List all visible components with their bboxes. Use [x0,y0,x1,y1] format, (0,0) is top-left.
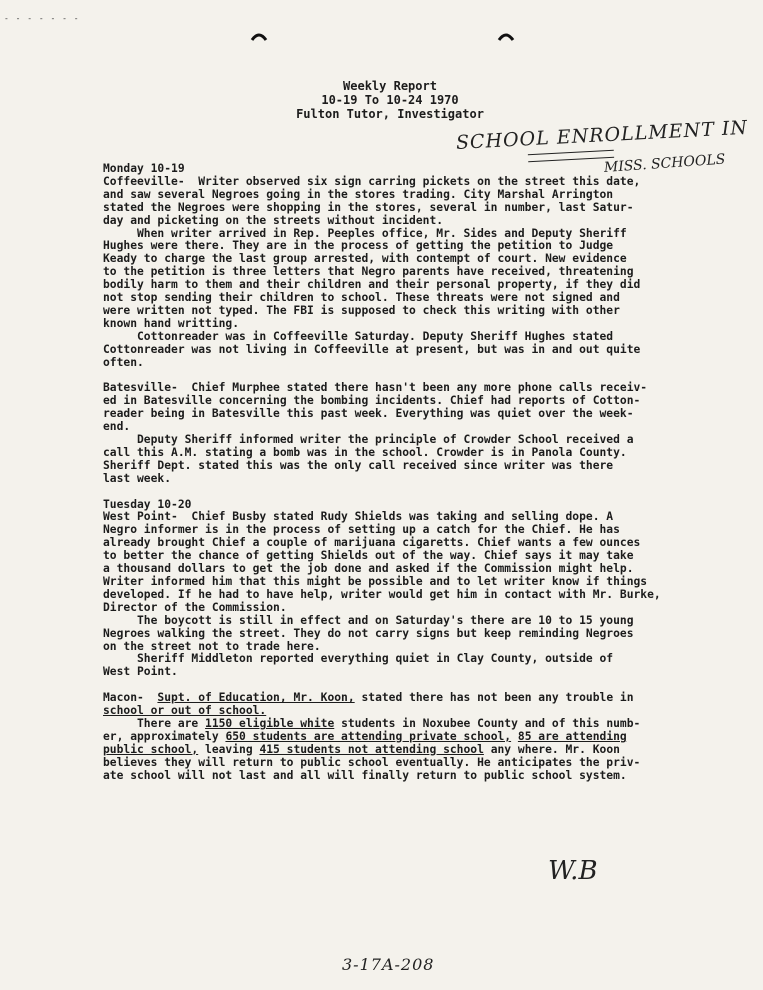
body-line: The boycott is still in effect and on Saturday's there are 10 to 15 young [103,613,634,627]
handwritten-underline [528,150,614,162]
body-line: on the street not to trade here. [103,639,321,653]
body-line: known hand writting. [103,316,240,330]
underlined-text: 650 students are attending private school, [225,729,512,743]
section-heading-tuesday: Tuesday 10-20 [103,497,192,511]
body-line: not stop sending their children to school. These threats were not signed and [103,291,620,305]
body-line: Sheriff Dept. stated this was the only call received since writer was there [103,458,614,472]
punch-hole-left-icon [250,30,268,42]
punch-hole-right-icon [497,30,515,42]
body-line: often. [103,355,144,369]
body-line: call this A.M. stating a bomb was in the school. Crowder is in Panola County. [103,445,627,459]
body-line [103,744,663,757]
body-line: Cottonreader was not living in Coffeeville at present, but was in and out quite [103,342,641,356]
report-title: Weekly Report [343,79,437,93]
top-left-mark: - - - - - - - [4,14,80,23]
body-line: to the petition is three letters that Negro parents have received, threatening [103,265,634,279]
body-line: stated the Negroes were shopping in the stores, several in number, last Satur- [103,200,634,214]
body-line: end. [103,420,131,434]
body-line: Negroes walking the street. They do not carry signs but keep reminding Negroes [103,626,634,640]
underlined-text: Supt. of Education, Mr. Koon, [157,691,355,705]
text-run [511,730,518,743]
text-run: leaving [198,742,260,756]
body-line: Director of the Commission. [103,600,287,614]
underlined-text: 1150 eligible white [205,716,335,730]
body-line: believes they will return to public school eventually. He anticipates the priv- [103,755,641,769]
body-line: Hughes were there. They are in the process of getting the petition to Judge [103,239,614,253]
report-body [103,163,663,782]
body-line: West Point- Chief Busby stated Rudy Shields was taking and selling dope. A [103,510,614,524]
body-line: already brought Chief a couple of marijuana cigaretts. Chief wants a few ounces [103,536,641,550]
body-line: reader being in Batesville this past week. Everything was quiet over the week- [103,407,634,421]
report-date-range: 10-19 To 10-24 1970 [321,93,459,107]
body-line: a thousand dollars to get the job done and asked if the Commission might help. [103,562,634,576]
body-line: Cottonreader was in Coffeeville Saturday. Deputy Sheriff Hughes stated [103,329,614,343]
body-line: Keady to charge the last group arrested, with contempt of court. New evidence [103,252,627,266]
underlined-text: 85 are attending [517,729,627,743]
text-run: any where. Mr. Koon [483,742,620,756]
body-line: Coffeeville- Writer observed six sign carring pickets on the street this date, [103,174,641,188]
body-line: last week. [103,471,172,485]
underlined-text: school or out of school. [103,704,267,718]
handwritten-signature: W.B [548,856,598,886]
underlined-text: 415 students not attending school [259,742,484,756]
paragraph-gap [103,486,663,499]
body-line: developed. If he had to have help, writer would get him in contact with Mr. Burke, [103,587,661,601]
body-line: Writer informed him that this might be possible and to let writer know if things [103,574,648,588]
body-line: to better the chance of getting Shields out of the way. Chief says it may take [103,549,634,563]
body-line: ate school will not last and all will finally return to public school system. [103,768,627,782]
handwritten-note-line2: MISS. SCHOOLS [603,151,726,176]
report-author: Fulton Tutor, Investigator [296,107,484,121]
document-number: 3-17A-208 [342,955,435,974]
body-line: Batesville- Chief Murphee stated there hasn't been any more phone calls receiv- [103,381,648,395]
body-line: When writer arrived in Rep. Peeples office, Mr. Sides and Deputy Sheriff [103,226,627,240]
text-run: er, approximately [103,729,226,743]
section-heading-monday: Monday 10-19 [103,162,185,175]
body-line: Sheriff Middleton reported everything quiet in Clay County, outside of [103,652,614,666]
underlined-text: public school, [103,742,199,756]
text-run: students in Noxubee County and of this numb- [334,716,641,730]
text-run: There are [103,716,206,730]
body-line: Deputy Sheriff informed writer the principle of Crowder School received a [103,433,634,447]
body-line: were written not typed. The FBI is supposed to check this writing with other [103,303,620,317]
body-line: West Point. [103,665,178,679]
handwritten-note-line1: SCHOOL ENROLLMENT IN [455,116,749,154]
body-line: bodily harm to them and their children and their personal property, if they did [103,278,641,292]
body-line: and saw several Negroes going in the stores trading. City Marshal Arrington [103,187,614,201]
body-line: day and picketing on the streets without incident. [103,213,444,227]
text-run: Macon- [103,691,158,705]
text-run: stated there has not been any trouble in [354,691,634,705]
body-line: ed in Batesville concerning the bombing incidents. Chief had reports of Cotton- [103,394,641,408]
report-header [240,79,540,121]
body-line: Negro informer is in the process of setting up a catch for the Chief. He has [103,523,620,537]
